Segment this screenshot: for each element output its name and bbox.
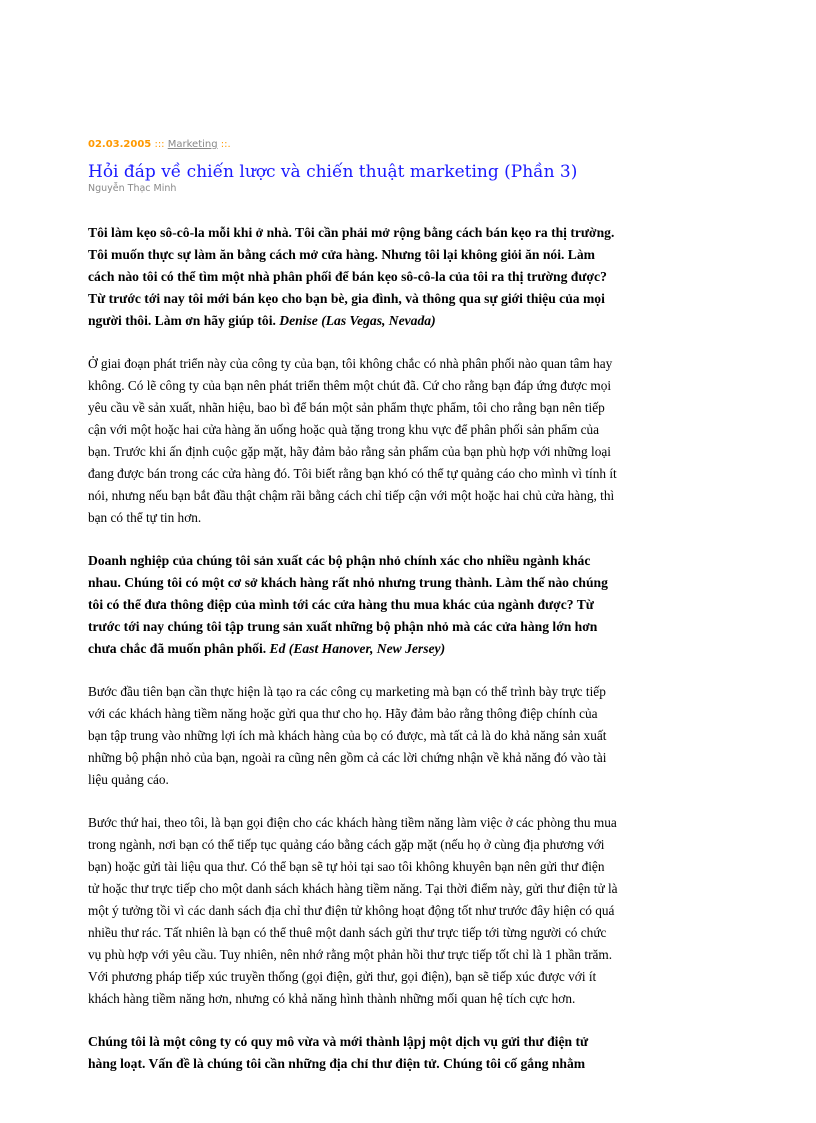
question-2 [88,550,618,660]
question-1-text: Tôi làm kẹo sô-cô-la mỗi khi ở nhà. Tôi cần phải mở rộng bằng cách bán kẹo ra thị trường. Tôi muốn thực sự làm ăn bằng cách mở cửa hàng. Nhưng tôi lại không giỏi ăn nói. Làm cách nào tôi có thể tìm một nhà phân phối để bán kẹo sô-cô-la của tôi ra thị trường được? Từ trước tới nay tôi mới bán kẹo cho bạn bè, gia đình, và thông qua sự giới thiệu của mọi người thôi. Làm ơn hãy giúp tôi. [88,225,615,328]
answer-2: Bước đầu tiên bạn cần thực hiện là tạo ra các công cụ marketing mà bạn có thể trình bày trực tiếp với các khách hàng tiềm năng hoặc gửi qua thư cho họ. Hãy đảm bảo rằng thông điệp chính của bạn tập trung vào những lợi ích mà khách hàng của bọ có được, mà tất cả là do khả năng sản xuất những bộ phận nhỏ của bạn, ngoài ra cũng nên gồm cả các lời chứng nhận về khả năng đó vào tài liệu quảng cáo. [88,684,607,787]
question-1-signature: Denise (Las Vegas, Nevada) [279,313,436,328]
question-2-signature: Ed (East Hanover, New Jersey) [269,641,446,656]
question-2-text: Doanh nghiệp của chúng tôi sản xuất các bộ phận nhỏ chính xác cho nhiều ngành khác nhau. Chúng tôi có một cơ sở khách hàng rất nhỏ nhưng trung thành. Làm thế nào chúng tôi có thể đưa thông điệp của mình tới các cửa hàng thu mua khác của ngành được? Từ trước tới nay chúng tôi tập trung sản xuất những bộ phận nhỏ mà các cửa hàng lớn hơn chưa chắc đã muốn phân phối. [88,553,608,656]
category-link[interactable]: Marketing [167,139,218,150]
article-date: 02.03.2005 [88,139,152,150]
question-3 [88,1031,618,1075]
question-1 [88,222,618,332]
meta-separator-end: ::. [217,139,231,150]
answer-3: Bước thứ hai, theo tôi, là bạn gọi điện cho các khách hàng tiềm năng làm việc ở các phòng thu mua trong ngành, nơi bạn có thể tiếp tục quảng cáo bằng cách gặp mặt (nếu họ ở cùng địa phương với bạn) hoặc gửi tài liệu qua thư. Có thể bạn sẽ tự hỏi tại sao tôi không khuyên bạn nên gửi thư điện tử hoặc thư trực tiếp cho một danh sách khách hàng tiềm năng. Tại thời điểm này, gửi thư điện tử là một ý tưởng tồi vì các danh sách địa chỉ thư điện tử không hoạt động tốt như trước đây hiện có quá nhiều thư rác. Tất nhiên là bạn có thể thuê một danh sách gửi thư trực tiếp tới từng người có chức vụ phù hợp với yêu cầu. Tuy nhiên, nên nhớ rằng một phản hồi thư trực tiếp tốt chỉ là 1 phần trăm. Với phương pháp tiếp xúc truyền thống (gọi điện, gửi thư, gọi điện), bạn sẽ tiếp xúc được với ít khách hàng tiềm năng hơn, nhưng có khả năng hình thành những mối quan hệ tích cực hơn. [88,815,618,1006]
question-3-text: Chúng tôi là một công ty có quy mô vừa và mới thành lậpj một dịch vụ gửi thư điện tử hàng loạt. Vấn đề là chúng tôi cần những địa chỉ thư điện tử. Chúng tôi cố gắng nhằm [88,1034,589,1071]
article-meta [88,138,618,152]
meta-separator: ::: [151,139,168,150]
article-title: Hỏi đáp về chiến lược và chiến thuật marketing (Phần 3) [88,162,578,182]
article [88,138,618,1075]
answer-1: Ở giai đoạn phát triển này của công ty của bạn, tôi không chắc có nhà phân phối nào quan tâm hay không. Có lẽ công ty của bạn nên phát triển thêm một chút đã. Cứ cho rằng bạn đáp ứng được mọi yêu cầu về sản xuất, nhãn hiệu, bao bì để bán một sản phẩm thực phẩm, tôi cho rằng bạn nên tiếp cận với một hoặc hai cửa hàng ăn uống hoặc quà tặng trong khu vực để phân phối sản phẩm của bạn. Trước khi ấn định cuộc gặp mặt, hãy đảm bảo rằng sản phẩm của bạn phù hợp với những loại đang được bán trong các cửa hàng đó. Tôi biết rằng bạn khó có thể tự quảng cáo cho mình vì tính ít nói, nhưng nếu bạn bắt đầu thật chậm rãi bằng cách chỉ tiếp cận với một hoặc hai chủ cửa hàng, thì bạn có thể tự tin hơn. [88,356,617,525]
article-author: Nguyễn Thạc Minh [88,183,177,194]
